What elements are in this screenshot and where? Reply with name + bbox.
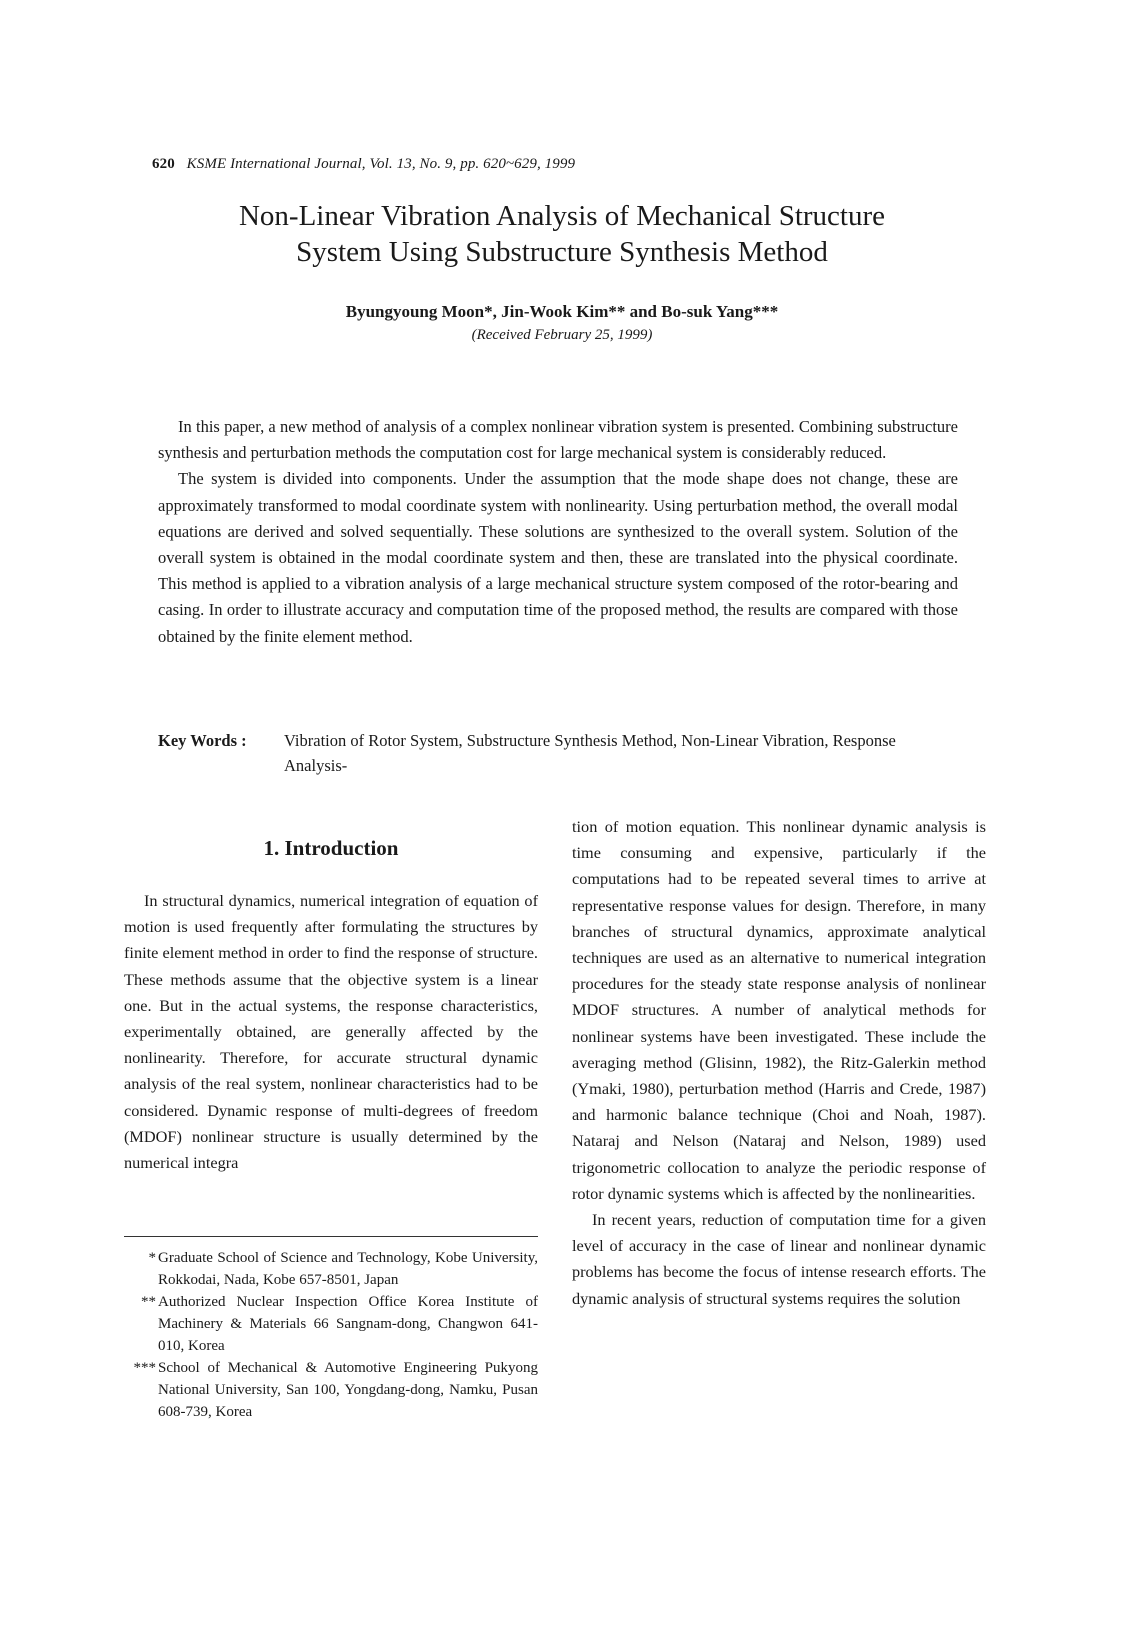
section-heading-introduction: 1. Introduction (263, 836, 399, 860)
intro-paragraph-3: In recent years, reduction of computation time for a given level of accuracy in the case of linear and nonlinear dynamic problems has become the focus of intense research efforts. The dynamic analysis of structural systems requires the solution (572, 1210, 986, 1308)
footnote-mark: * (148, 1250, 156, 1266)
left-column (124, 888, 538, 1176)
footnote-text: Graduate School of Science and Technology, Kobe University, Rokkodai, Nada, Kobe 657-8501, Japan (158, 1250, 538, 1288)
footnote-3 (124, 1357, 538, 1423)
affiliation-footnotes (124, 1247, 538, 1423)
paper-title (152, 198, 972, 270)
footnote-mark: *** (133, 1360, 156, 1376)
running-head (152, 156, 972, 173)
footnote-2 (124, 1291, 538, 1357)
keywords-label: Key Words : (158, 731, 247, 750)
page-number: 620 (152, 156, 175, 172)
footnote-text: Authorized Nuclear Inspection Office Korea Institute of Machinery & Materials 66 Sangnam-dong, Changwon 641-010, Korea (158, 1294, 538, 1354)
author-list: Byungyoung Moon*, Jin-Wook Kim** and Bo-suk Yang*** (345, 302, 779, 321)
footnote-text: School of Mechanical & Automotive Engineering Pukyong National University, San 100, Yongdang-dong, Namku, Pusan 608-739, Korea (158, 1360, 538, 1420)
received-date: (Received February 25, 1999) (471, 327, 653, 343)
title-line-2: System Using Substructure Synthesis Method (296, 236, 828, 268)
footnote-divider (124, 1236, 538, 1237)
right-column (572, 814, 986, 1312)
title-line-1: Non-Linear Vibration Analysis of Mechanical Structure (238, 200, 885, 232)
intro-paragraph-2: tion of motion equation. This nonlinear dynamic analysis is time consuming and expensive, particularly if the computations had to be repeated several times to arrive at representative response values for design. Therefore, in many branches of structural dynamics, approximate analytical techniques are used as an alternative to numerical integration procedures for the steady state response analysis of nonlinear MDOF structures. A number of analytical methods for nonlinear systems have been investigated. These include the averaging method (Glisinn, 1982), the Ritz-Galerkin method (Ymaki, 1980), perturbation method (Harris and Crede, 1987) and harmonic balance technique (Choi and Noah, 1987). Nataraj and Nelson (Nataraj and Nelson, 1989) used trigonometric collocation to analyze the periodic response of rotor dynamic systems which is affected by the nonlinearities. (572, 817, 986, 1203)
journal-reference: KSME International Journal, Vol. 13, No. 9, pp. 620~629, 1999 (186, 156, 576, 172)
keywords-text: Vibration of Rotor System, Substructure Synthesis Method, Non-Linear Vibration, Response Analysis- (284, 731, 896, 775)
footnote-mark: ** (141, 1294, 156, 1310)
keywords (158, 728, 958, 778)
abstract (158, 414, 958, 650)
abstract-paragraph-2: The system is divided into components. Under the assumption that the mode shape does not change, these are approximately transformed to modal coordinate system with nonlinearity. Using perturbation method, the overall modal equations are derived and solved sequentially. These solutions are synthesized to the overall system. Solution of the overall system is obtained in the modal coordinate system and then, these are translated into the physical coordinate. This method is applied to a vibration analysis of a large mechanical structure system composed of the rotor-bearing and casing. In order to illustrate accuracy and computation time of the proposed method, the results are compared with those obtained by the finite element method. (158, 469, 958, 646)
intro-paragraph-1: In structural dynamics, numerical integration of equation of motion is used frequently after formulating the structures by finite element method in order to find the response of structure. These methods assume that the objective system is a linear one. But in the actual systems, the response characteristics, experimentally obtained, are generally affected by the nonlinearity. Therefore, for accurate structural dynamic analysis of the real system, nonlinear characteristics had to be considered. Dynamic response of multi-degrees of freedom (MDOF) nonlinear structure is usually determined by the numerical integra (124, 891, 538, 1173)
abstract-paragraph-1: In this paper, a new method of analysis of a complex nonlinear vibration system is presented. Combining substructure synthesis and perturbation methods the computation cost for large mechanical system is considerably reduced. (158, 417, 958, 463)
footnote-1 (124, 1247, 538, 1291)
